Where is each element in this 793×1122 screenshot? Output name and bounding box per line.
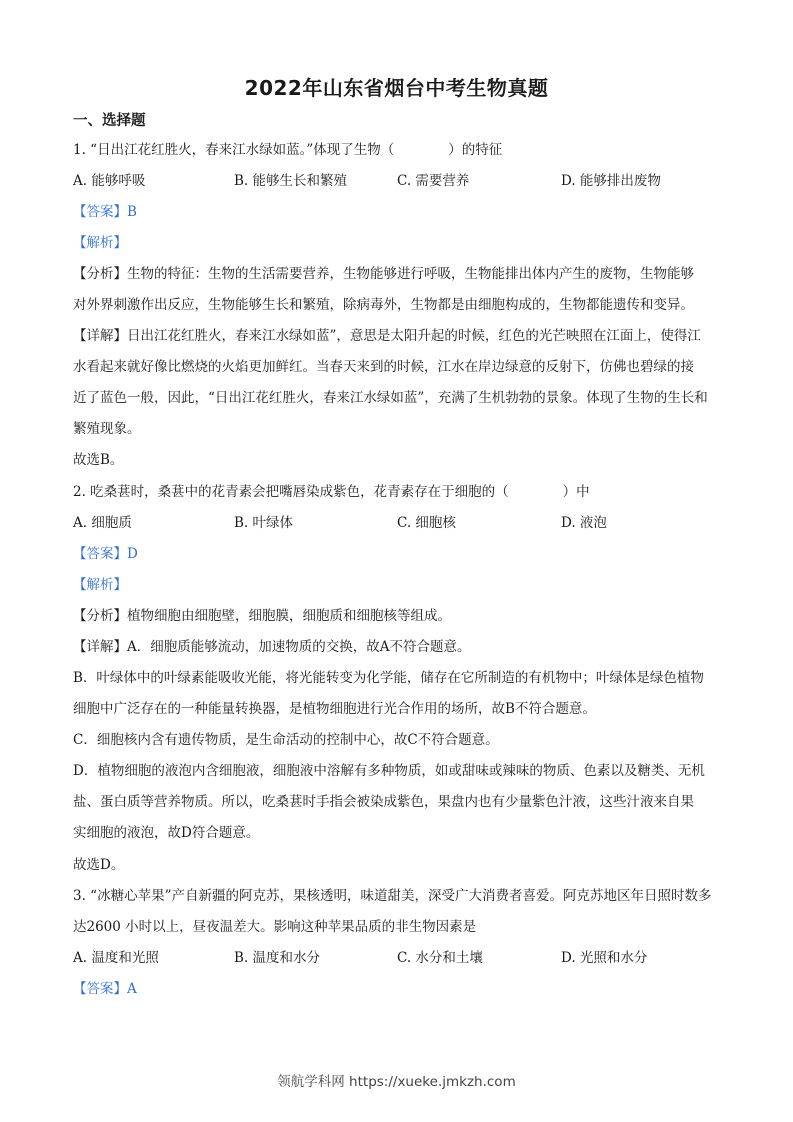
option-c: C. 细胞核 — [397, 515, 456, 531]
option-d: D. 光照和水分 — [561, 950, 648, 966]
option-d: D. 液泡 — [561, 515, 607, 531]
option-b: B. 温度和水分 — [234, 950, 321, 966]
detail-line: 【详解】日出江花红胜火，春来江水绿如蓝”，意思是太阳升起的时候，红色的光芒映照在江面上，使得江 — [73, 328, 701, 344]
analysis-line: 【分析】生物的特征：生物的生活需要营养，生物能够进行呼吸，生物能排出体内产生的废物，生物能够 — [73, 266, 694, 282]
detail-line: 近了蓝色一般，因此，“日出江花红胜火，春来江水绿如蓝”，充满了生机勃勃的景象。体现了生物的生长和 — [73, 390, 708, 406]
option-b: B. 能够生长和繁殖 — [234, 173, 348, 189]
analysis-line: 【分析】植物细胞由细胞壁，细胞膜，细胞质和细胞核等组成。 — [73, 608, 451, 624]
analysis-label: 【解析】 — [73, 577, 127, 593]
footer-watermark: 领航学科网 https://xueke.jmkzh.com — [277, 1074, 516, 1090]
section-heading: 一、选择题 — [73, 113, 146, 129]
option-a: A. 能够呼吸 — [73, 173, 146, 189]
detail-line: 【详解】A．细胞质能够流动，加速物质的交换，故A不符合题意。 — [73, 639, 471, 655]
answer-text: 【答案】A — [73, 981, 137, 997]
detail-line: C．细胞核内含有遗传物质，是生命活动的控制中心，故C不符合题意。 — [73, 732, 499, 748]
analysis-label: 【解析】 — [73, 235, 127, 251]
option-c: C. 水分和土壤 — [397, 950, 483, 966]
option-b: B. 叶绿体 — [234, 515, 294, 531]
detail-line: 盐、蛋白质等营养物质。所以，吃桑葚时手指会被染成紫色，果盘内也有少量紫色汁液，这些汁液来自果 — [73, 794, 694, 810]
detail-line: 繁殖现象。 — [73, 421, 141, 437]
question-1-options — [73, 171, 723, 191]
option-a: A. 温度和光照 — [73, 950, 159, 966]
question-3-stem-cont: 达2600 小时以上，昼夜温差大。影响这种苹果品质的非生物因素是 — [73, 919, 477, 935]
question-3-stem: 3. “冰糖心苹果”产自新疆的阿克苏，果核透明，味道甜美，深受广大消费者喜爱。阿克苏地区年日照时数多 — [73, 888, 712, 904]
conclusion-line: 故选D。 — [73, 857, 125, 873]
answer-text: 【答案】D — [73, 546, 138, 562]
answer-text: 【答案】B — [73, 204, 137, 220]
option-c: C. 需要营养 — [397, 173, 470, 189]
answer-line — [73, 979, 723, 999]
detail-line: 细胞中广泛存在的一种能量转换器，是植物细胞进行光合作用的场所，故B不符合题意。 — [73, 701, 596, 717]
question-3-options — [73, 948, 723, 968]
conclusion-line: 故选B。 — [73, 452, 124, 468]
detail-line: D．植物细胞的液泡内含细胞液，细胞液中溶解有多种物质，如或甜味或辣味的物质、色素以及糖类、无机 — [73, 763, 705, 779]
question-2-stem: 2. 吃桑葚时，桑葚中的花青素会把嘴唇染成紫色，花青素存在于细胞的（ ）中 — [73, 484, 590, 500]
analysis-line: 对外界刺激作出反应，生物能够生长和繁殖，除病毒外，生物都是由细胞构成的，生物都能遗传和变异。 — [73, 297, 694, 313]
option-a: A. 细胞质 — [73, 515, 132, 531]
option-d: D. 能够排出废物 — [561, 173, 661, 189]
question-2-options — [73, 513, 723, 533]
detail-line: 水看起来就好像比燃烧的火焰更加鲜红。当春天来到的时候，江水在岸边绿意的反射下，仿佛也碧绿的接 — [73, 359, 694, 375]
detail-line: 实细胞的液泡，故D符合题意。 — [73, 825, 260, 841]
detail-line: B．叶绿体中的叶绿素能吸收光能，将光能转变为化学能，储存在它所制造的有机物中；叶绿体是绿色植物 — [73, 670, 704, 686]
answer-line — [73, 544, 723, 564]
document-title: 2022年山东省烟台中考生物真题 — [244, 76, 549, 100]
question-1-stem: 1. “日出江花红胜火，春来江水绿如蓝。”体现了生物（ ）的特征 — [73, 142, 503, 158]
answer-line — [73, 202, 723, 222]
